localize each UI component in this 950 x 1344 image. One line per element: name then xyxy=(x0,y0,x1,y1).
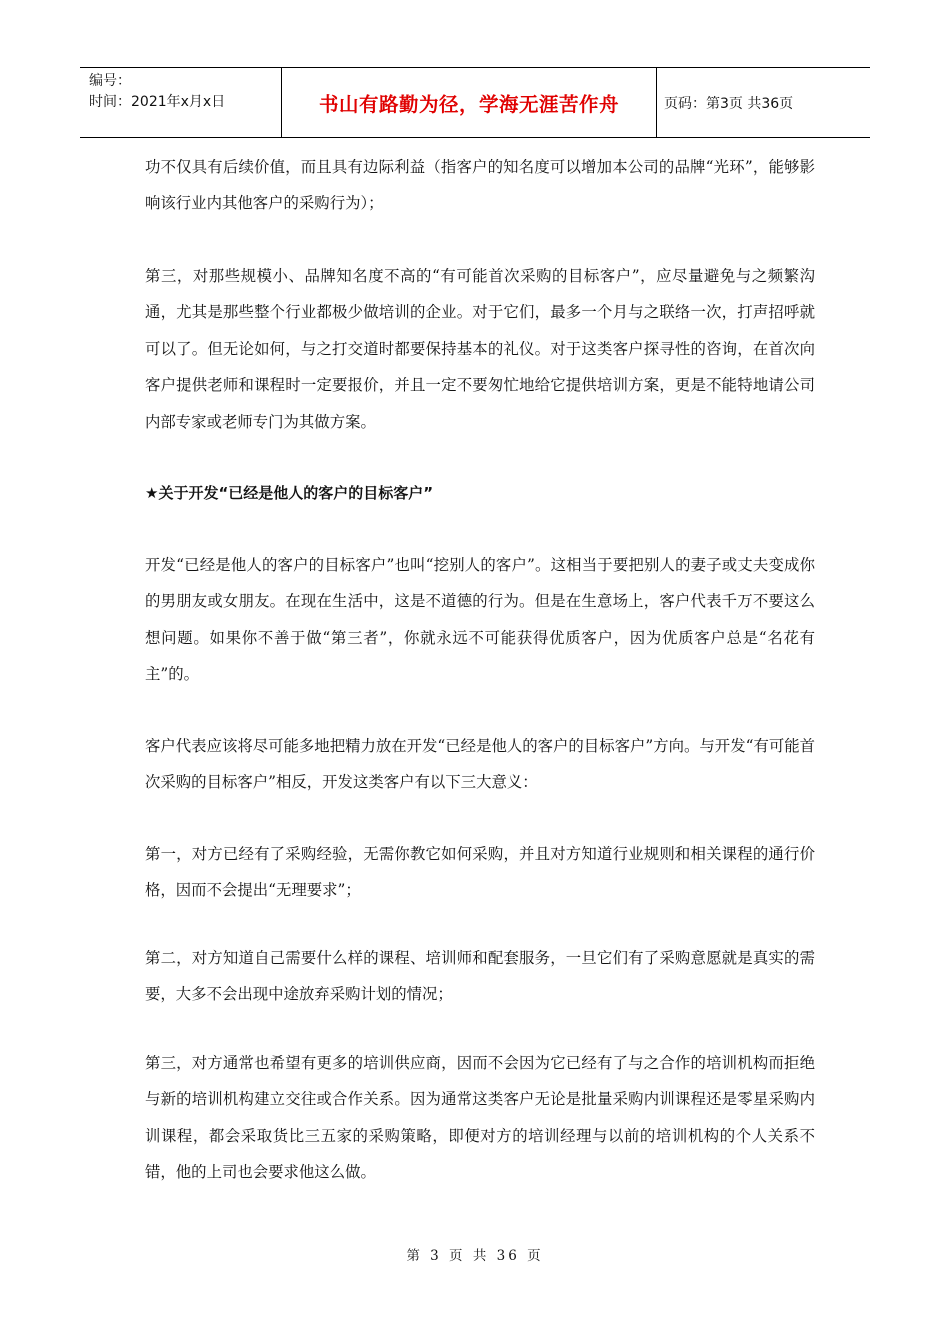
section-heading: ★关于开发“已经是他人的客户的目标客户” xyxy=(145,484,434,502)
paragraph-point-one: 第一，对方已经有了采购经验，无需你教它如何采购，并且对方知道行业规则和相关课程的通行价格，因而不会提出“无理要求”； xyxy=(145,845,815,900)
document-number-label: 编号： xyxy=(89,73,131,89)
section-heading-block xyxy=(145,475,815,511)
paragraph-7-block xyxy=(145,1045,815,1191)
paragraph-focus-direction: 客户代表应该将尽可能多地把精力放在开发“已经是他人的客户的目标客户”方向。与开发“有可能首次采购的目标客户”相反，开发这类客户有以下三大意义： xyxy=(145,737,816,792)
paragraph-point-two: 第二，对方知道自己需要什么样的课程、培训师和配套服务，一旦它们有了采购意愿就是真实的需要，大多不会出现中途放弃采购计划的情况； xyxy=(145,949,815,1004)
paragraph-continuation: 功不仅具有后续价值，而且具有边际利益（指客户的知名度可以增加本公司的品牌“光环”，能够影响该行业内其他客户的采购行为）； xyxy=(145,158,815,213)
paragraph-4-block xyxy=(145,728,815,801)
paragraph-third-point-small-clients: 第三，对那些规模小、品牌知名度不高的“有可能首次采购的目标客户”，应尽量避免与之频繁沟通，尤其是那些整个行业都极少做培训的企业。对于它们，最多一个月与之联络一次，打声招呼就可以了。但无论如何，与之打交道时都要保持基本的礼仪。对于这类客户探寻性的咨询，在首次向客户提供老师和课程时一定要报价，并且一定不要匆忙地给它提供培训方案，更是不能特地请公司内部专家或老师专门为其做方案。 xyxy=(145,267,815,431)
paragraph-poaching-clients: 开发“已经是他人的客户的目标客户”也叫“挖别人的客户”。这相当于要把别人的妻子或丈夫变成你的男朋友或女朋友。在现在生活中，这是不道德的行为。但是在生意场上，客户代表千万不要这么想问题。如果你不善于做“第三者”，你就永远不可能获得优质客户，因为优质客户总是“名花有主”的。 xyxy=(145,556,815,684)
paragraph-2-block xyxy=(145,258,815,440)
header-motto: 书山有路勤为径，学海无涯苦作舟 xyxy=(282,68,657,137)
header-meta xyxy=(80,68,282,137)
paragraph-5-block xyxy=(145,836,815,909)
paragraph-1-block xyxy=(145,149,815,222)
document-date: 时间：2021年x月x日 xyxy=(89,94,226,110)
paragraph-3-block xyxy=(145,547,815,693)
page-footer: 第 3 页 共 36 页 xyxy=(406,1248,544,1264)
page-header xyxy=(80,67,870,138)
header-page-info: 页码：第3页 共36页 xyxy=(664,95,794,112)
paragraph-6-block xyxy=(145,940,815,1013)
paragraph-point-three: 第三，对方通常也希望有更多的培训供应商，因而不会因为它已经有了与之合作的培训机构而拒绝与新的培训机构建立交往或合作关系。因为通常这类客户无论是批量采购内训课程还是零星采购内训课程，都会采取货比三五家的采购策略，即便对方的培训经理与以前的培训机构的个人关系不错，他的上司也会要求他这么做。 xyxy=(145,1054,815,1182)
